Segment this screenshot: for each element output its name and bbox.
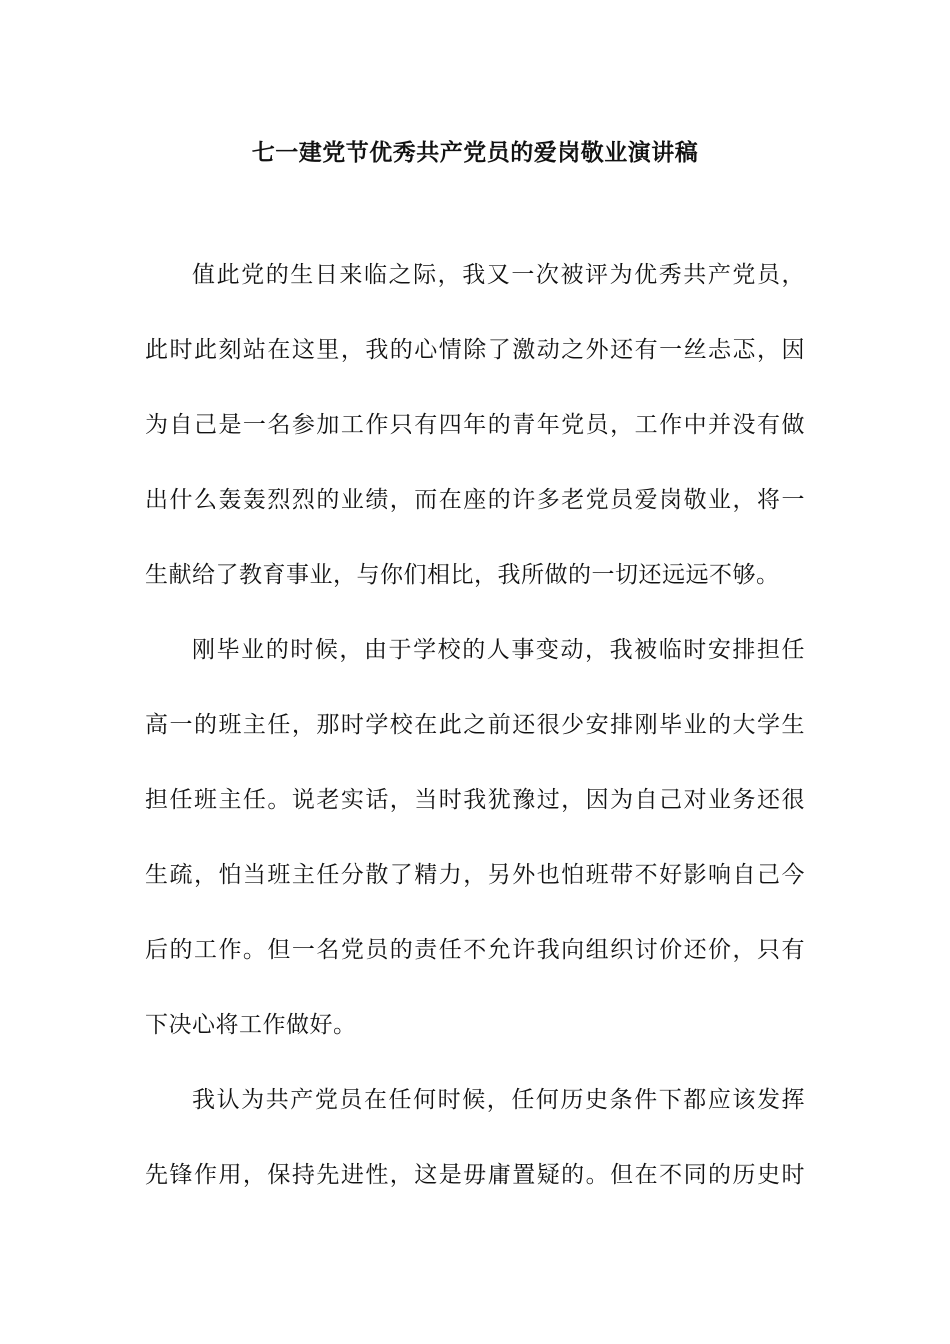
paragraph-line: 下决心将工作做好。 (145, 1012, 357, 1038)
paragraph-line: 出什么轰轰烈烈的业绩，而在座的许多老党员爱岗敬业，将一 (145, 487, 805, 513)
paragraph-3 (145, 1078, 805, 1228)
paragraph-line: 生献给了教育事业，与你们相比，我所做的一切还远远不够。 (145, 562, 780, 588)
document-title: 七一建党节优秀共产党员的爱岗敬业演讲稿 (251, 140, 699, 166)
paragraph-line: 后的工作。但一名党员的责任不允许我向组织讨价还价，只有 (145, 937, 805, 963)
paragraph-line: 生疏，怕当班主任分散了精力，另外也怕班带不好影响自己今 (145, 862, 805, 888)
paragraph-line: 我认为共产党员在任何时候，任何历史条件下都应该发挥 (192, 1087, 805, 1113)
paragraph-line: 为自己是一名参加工作只有四年的青年党员，工作中并没有做 (145, 412, 805, 438)
paragraph-1 (145, 253, 805, 628)
paragraph-2 (145, 628, 805, 1078)
paragraph-line: 刚毕业的时候，由于学校的人事变动，我被临时安排担任 (192, 637, 805, 663)
paragraph-line: 高一的班主任，那时学校在此之前还很少安排刚毕业的大学生 (145, 712, 805, 738)
paragraph-line: 先锋作用，保持先进性，这是毋庸置疑的。但在不同的历史时 (145, 1162, 805, 1188)
paragraph-line: 此时此刻站在这里，我的心情除了激动之外还有一丝忐忑，因 (145, 337, 805, 363)
paragraph-line: 值此党的生日来临之际，我又一次被评为优秀共产党员， (192, 262, 805, 288)
paragraph-line: 担任班主任。说老实话，当时我犹豫过，因为自己对业务还很 (145, 787, 805, 813)
document-body (145, 253, 805, 1228)
